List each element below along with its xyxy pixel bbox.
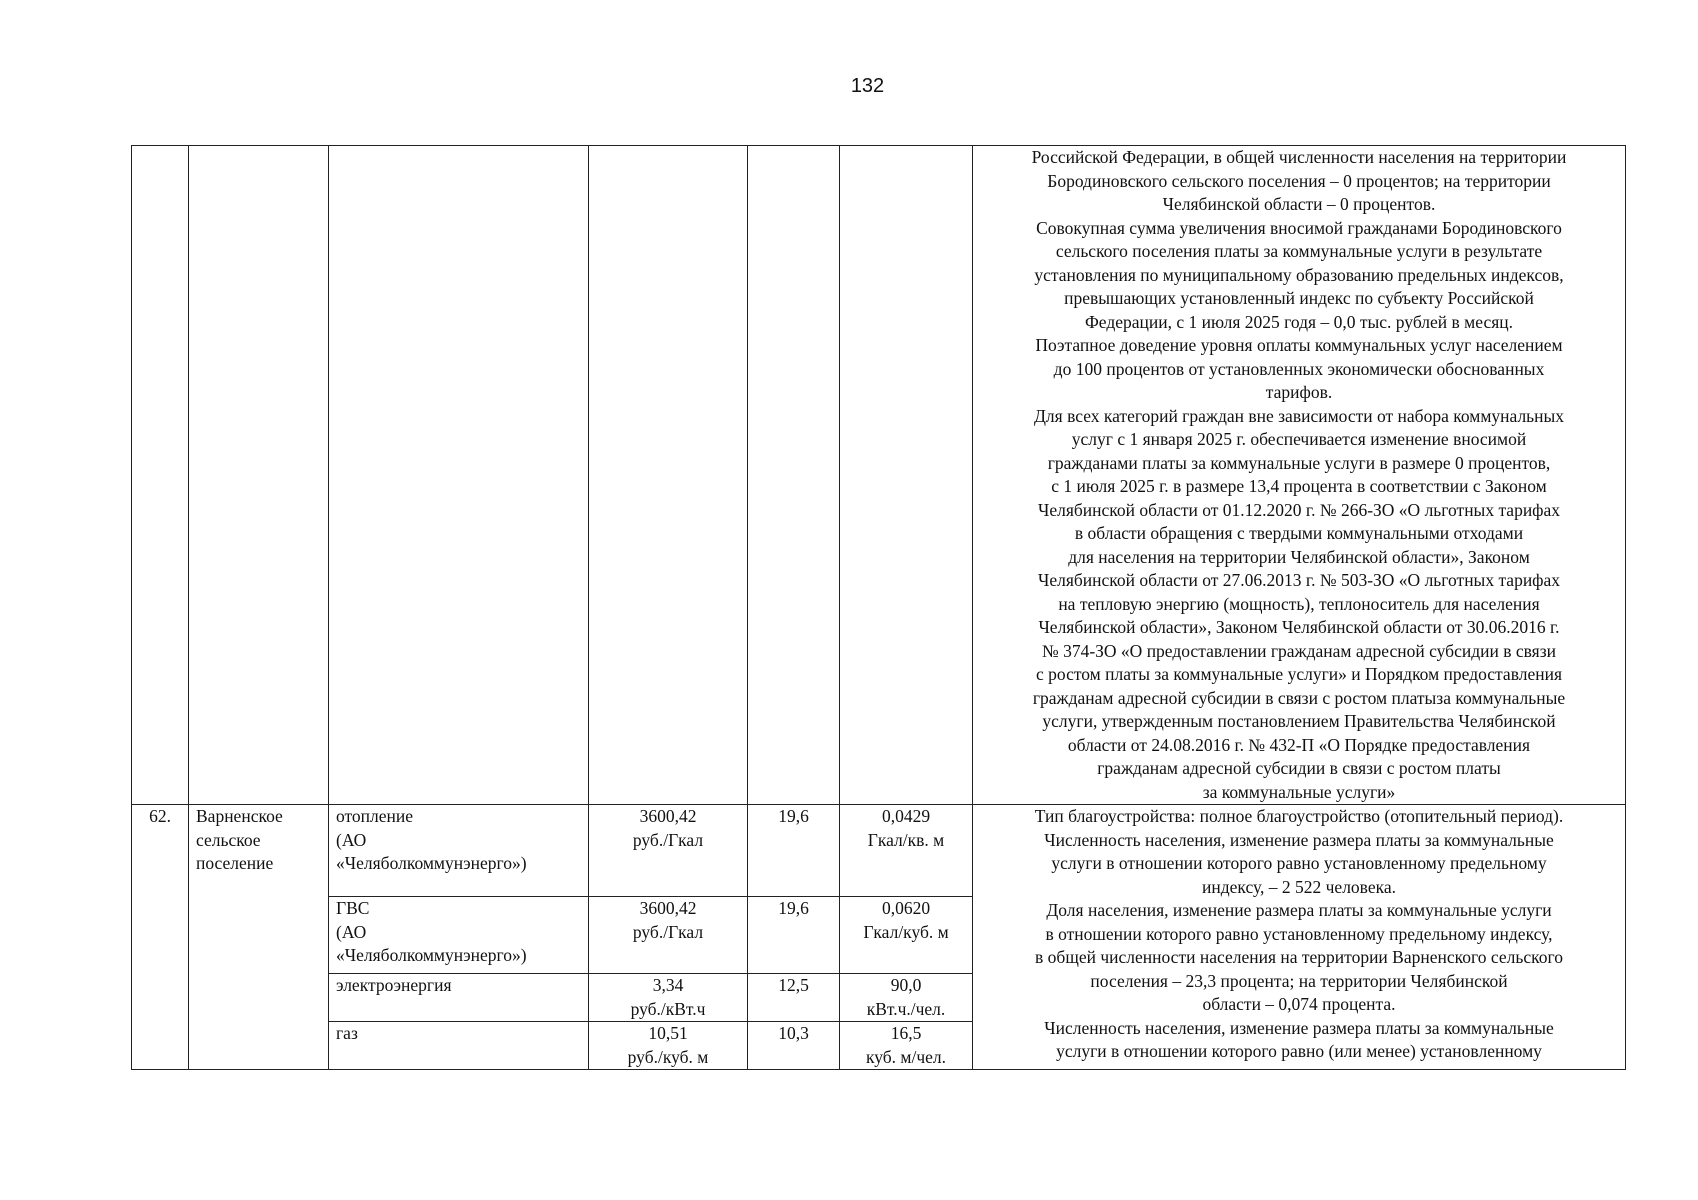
empty-cell [589, 146, 748, 805]
service-name: газ [329, 1022, 589, 1070]
entry-note-cell [973, 805, 1626, 1070]
empty-cell [748, 146, 840, 805]
note-paragraph: Тип благоустройства: полное благоустройство (отопительный период). Численность населения, изменение размера платы за коммунальные услуги в отношении которого равно установленному предельному индексу, – 2 522 человека. [1034, 806, 1564, 897]
service-norm: 90,0 кВт.ч./чел. [840, 974, 973, 1022]
entry-number: 62. [132, 805, 189, 1070]
note-paragraph: Численность населения, изменение размера платы за коммунальные услуги в отношении которого равно (или менее) установленному [1044, 1017, 1554, 1061]
service-name: отопление (АО «Челяболкоммунэнерго») [329, 805, 589, 897]
service-index: 10,3 [748, 1022, 840, 1070]
service-norm: 16,5 куб. м/чел. [840, 1022, 973, 1070]
page-number: 132 [850, 75, 885, 97]
service-row-heating [132, 805, 1626, 897]
service-index: 19,6 [748, 805, 840, 897]
note-paragraph: Для всех категорий граждан вне зависимости от набора коммунальных услуг с 1 января 2025 г. обеспечивается изменение вносимой гражданами платы за коммунальные услуги в размере 0 процентов, с 1 июля 2025 г. в размере 13,4 процента в соответствии с Законом Челябинской области от 01.12.2020 г. № 266-ЗО «О льготных тарифах в области обращения с твердыми коммунальными отходами для населения на территории Челябинской области», Законом Челябинской области от 27.06.2013 г. № 503-ЗО «О льготных тарифах на тепловую энергию (мощность), теплоноситель для населения Челябинской области», Законом Челябинской области от 30.06.2016 г. № 374-ЗО «О предоставлении гражданам адресной субсидии в связи с ростом платы за коммунальные услуги» и Порядком предоставления гражданам адресной субсидии в связи с ростом платыза коммунальные услуги, утвержденным постановлением Правительства Челябинской области от 24.08.2016 г. № 432-П «О Порядке предоставления гражданам адресной субсидии в связи с ростом платы за коммунальные услуги» [1032, 405, 1566, 802]
continuation-note-cell [973, 146, 1626, 805]
service-index: 12,5 [748, 974, 840, 1022]
service-index: 19,6 [748, 897, 840, 974]
note-paragraph: Доля населения, изменение размера платы за коммунальные услуги в отношении которого равно установленному предельному индексу, в общей численности населения на территории Варненского сельского поселения – 23,3 процента; на территории Челябинской области – 0,074 процента. [1035, 900, 1563, 1014]
service-tariff: 3600,42 руб./Гкал [589, 897, 748, 974]
note-paragraph: Поэтапное доведение уровня оплаты коммунальных услуг населением до 100 процентов от установленных экономически обоснованных тарифов. [1035, 335, 1563, 402]
tariff-table [131, 145, 1626, 1070]
empty-cell [840, 146, 973, 805]
service-name: ГВС (АО «Челяболкоммунэнерго») [329, 897, 589, 974]
service-tariff: 10,51 руб./куб. м [589, 1022, 748, 1070]
empty-cell [132, 146, 189, 805]
continuation-row [132, 146, 1626, 805]
empty-cell [329, 146, 589, 805]
service-norm: 0,0620 Гкал/куб. м [840, 897, 973, 974]
note-paragraph: Российской Федерации, в общей численности населения на территории Бородиновского сельского поселения – 0 процентов; на территории Челябинской области – 0 процентов. [1031, 147, 1567, 214]
service-name: электроэнергия [329, 974, 589, 1022]
note-paragraph: Совокупная сумма увеличения вносимой гражданами Бородиновского сельского поселения платы за коммунальные услуги в результате установления по муниципальному образованию предельных индексов, превышающих установленный индекс по субъекту Российской Федерации, с 1 июля 2025 годя – 0,0 тыс. рублей в месяц. [1034, 217, 1564, 332]
settlement-name: Варненское сельское поселение [189, 805, 329, 1070]
empty-cell [189, 146, 329, 805]
service-norm: 0,0429 Гкал/кв. м [840, 805, 973, 897]
service-tariff: 3,34 руб./кВт.ч [589, 974, 748, 1022]
service-tariff: 3600,42 руб./Гкал [589, 805, 748, 897]
